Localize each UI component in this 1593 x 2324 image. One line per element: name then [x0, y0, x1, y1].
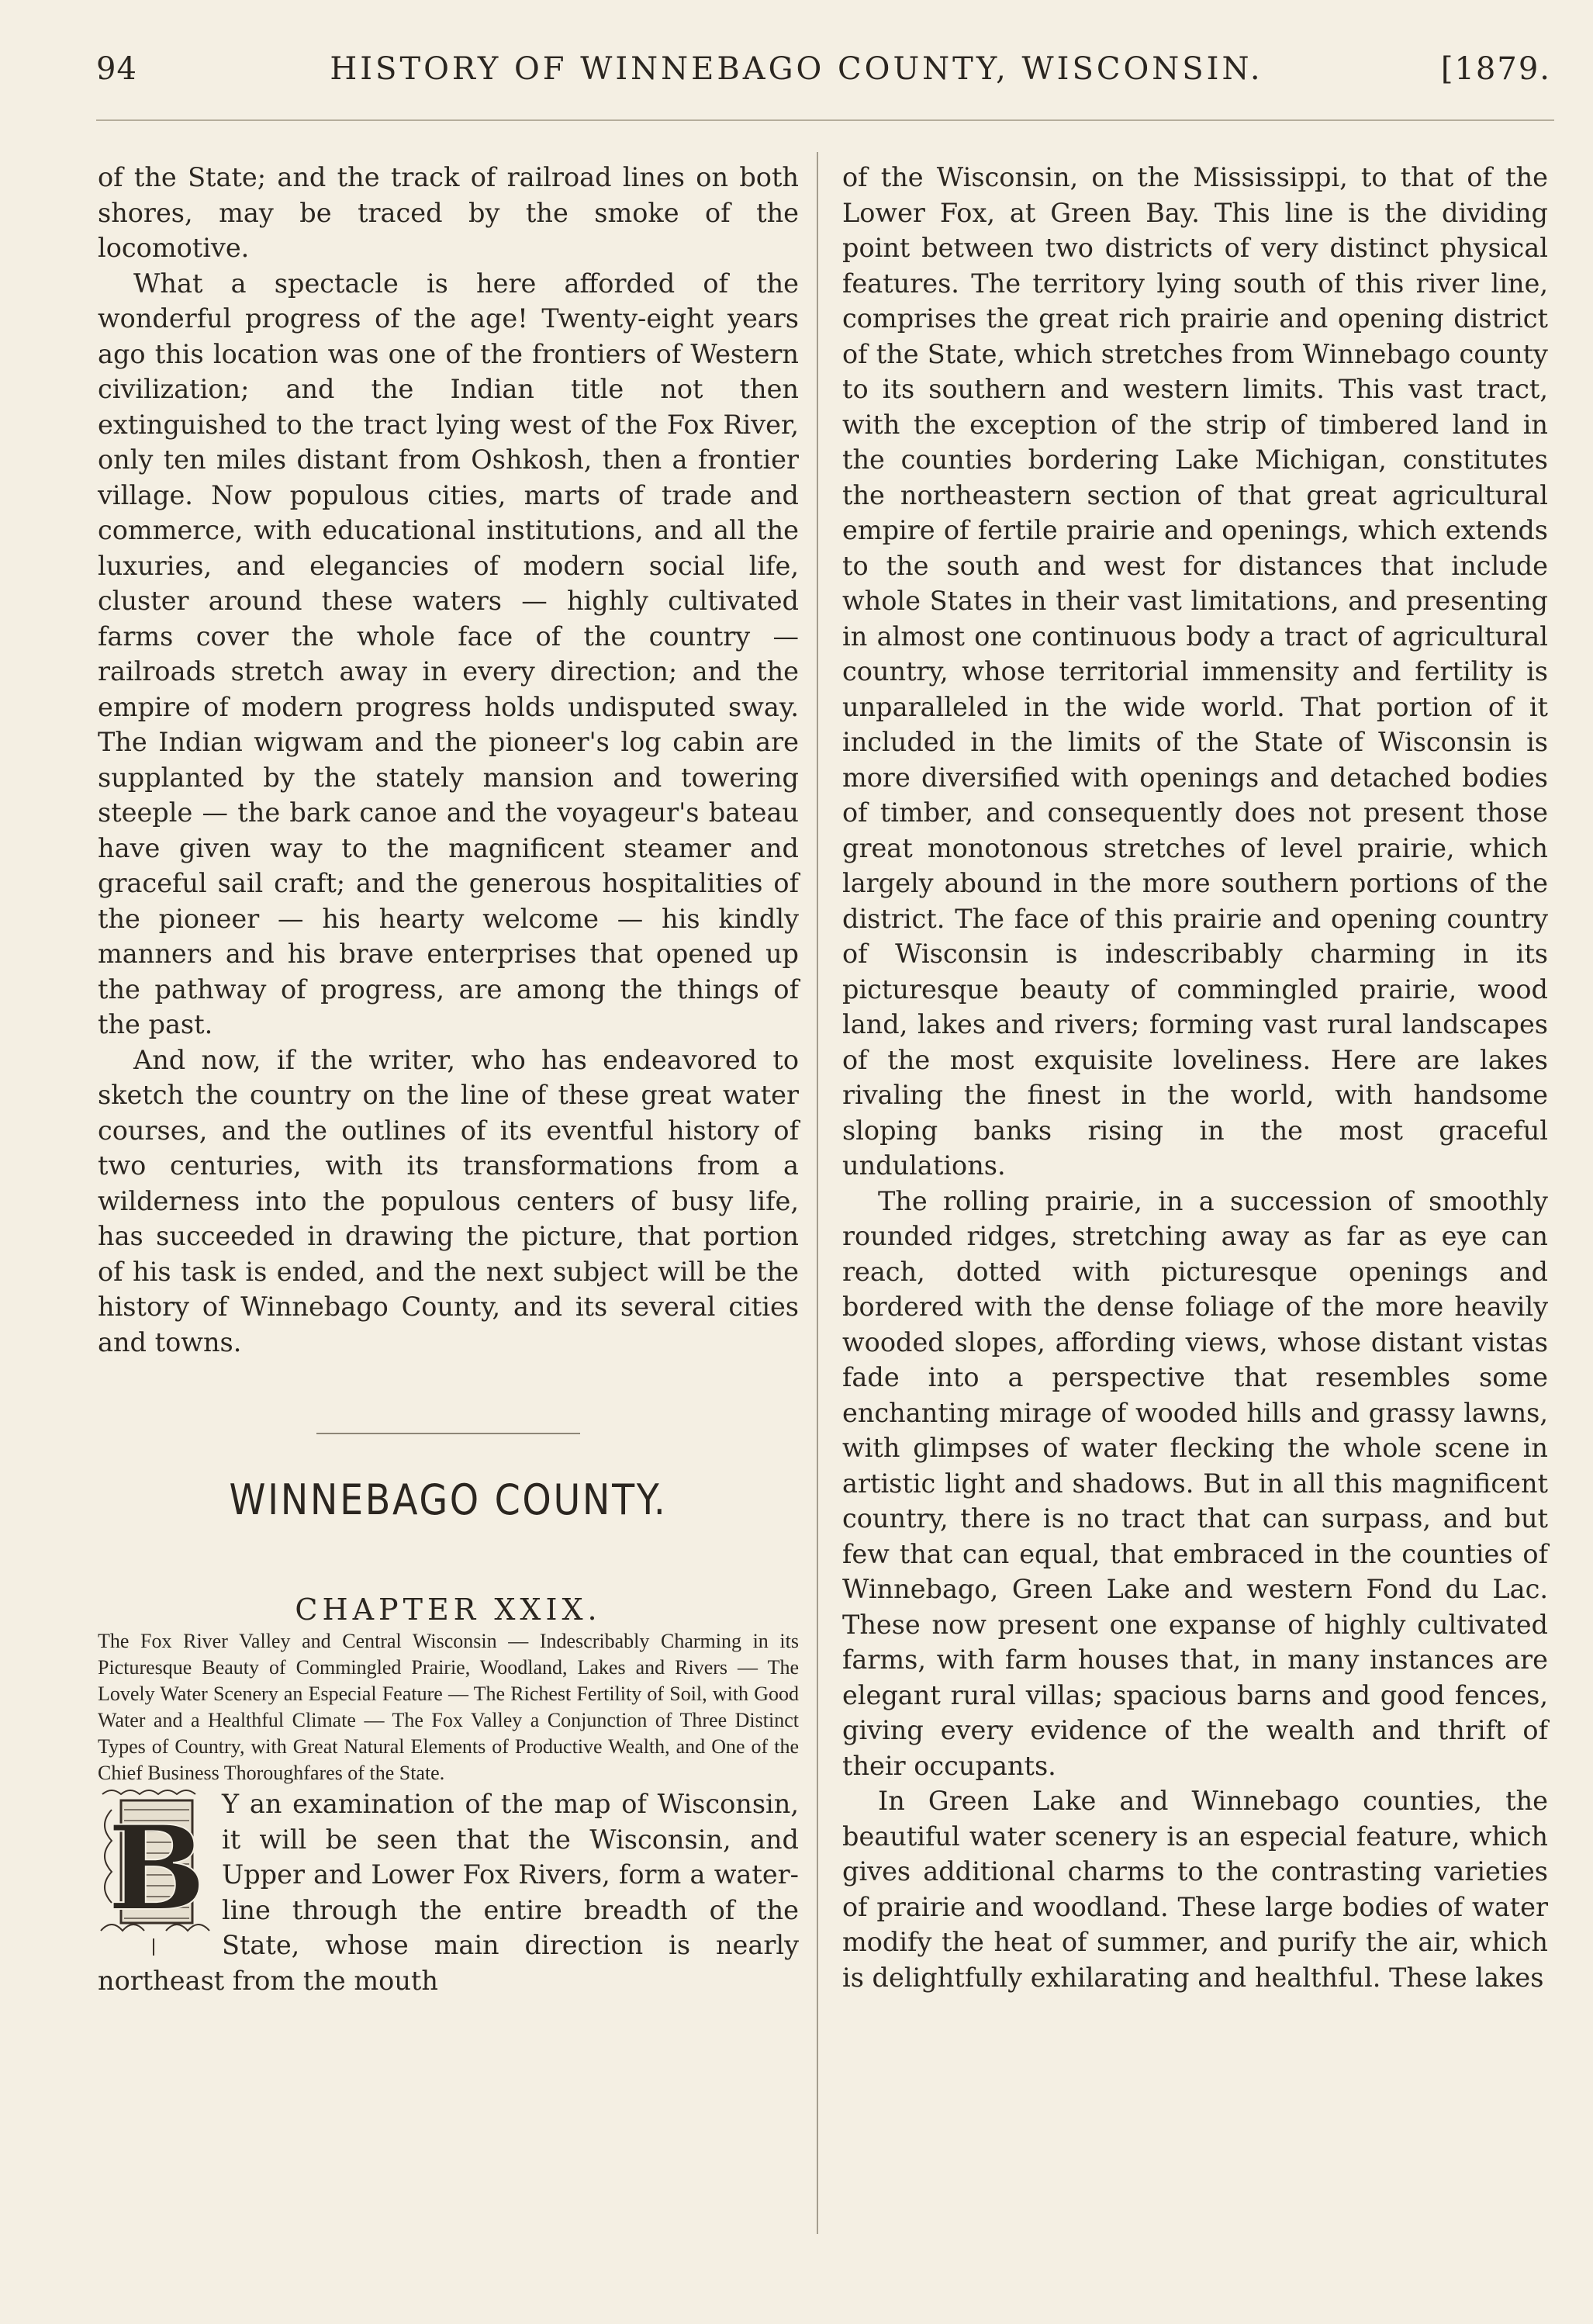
section-divider: [316, 1433, 580, 1434]
header-rule: [96, 119, 1554, 121]
paragraph: And now, if the writer, who has endeavored to sketch the country on the line of these great water courses, and the outlines of its eventful history of two centuries, with its transformations from a wilderness into the populous centers of busy life, has succeeded in drawing the picture, that portion of his task is ended, and the next subject will be the history of Winnebago County, and its several cities and towns.: [98, 1044, 799, 1357]
paragraph: In Green Lake and Winnebago counties, the beautiful water scenery is an especial feature, which gives additional charms to the contrasting varieties of prairie and woodland. These large bodies of water modify the heat of summer, and purify the air, which is delightfully exhilarating and healthful. These lakes: [842, 1786, 1548, 1993]
right-column: [842, 160, 1548, 1995]
ornamental-drop-cap: [96, 1786, 213, 1959]
paragraph: What a spectacle is here afforded of the wonderful progress of the age! Twenty-eight years ago this location was one of the frontiers of Western civilization; and the Indian title not then extinguished to the tract lying west of the Fox River, only ten miles distant from Oshkosh, then a frontier village. Now populous cities, marts of trade and commerce, with educational institutions, and all the luxuries, and elegancies of modern social life, cluster around these waters — highly cultivated farms cover the whole face of the country — railroads stretch away in every direction; and the empire of modern progress holds undisputed sway. The Indian wigwam and the pioneer's log cabin are supplanted by the stately mansion and towering steeple — the bark canoe and the voyageur's bateau have given way to the magnificent steamer and graceful sail craft; and the generous hospitalities of the pioneer — his hearty welcome — his kindly manners and his brave enterprises that opened up the pathway of progress, are among the things of the past.: [98, 268, 799, 1039]
opening-text: Y an examination of the map of Wisconsin, it will be seen that the Wisconsin, and Upper and Lower Fox Rivers, form a water-line through the entire breadth of the State, whose main direction is nearly northeast from the mouth: [98, 1789, 799, 1996]
running-title: HISTORY OF WINNEBAGO COUNTY, WISCONSIN.: [330, 51, 1263, 87]
section-title: WINNEBAGO COUNTY.: [229, 1475, 668, 1524]
chapter-opening-paragraph: [98, 1786, 799, 1998]
chapter-synopsis: The Fox River Valley and Central Wisconsin — Indescribably Charming in its Picturesque Beauty of Commingled Prairie, Woodland, Lakes and Rivers — The Lovely Water Scenery an Especial Feature — The Richest Fertility of Soil, with Good Water and a Healthful Climate — The Fox Valley a Conjunction of Three Distinct Types of Country, with Great Natural Elements of Productive Wealth, and One of the Chief Business Thoroughfares of the State.: [98, 1630, 799, 1784]
drop-cap-letter: B: [107, 1800, 206, 1937]
chapter-heading: CHAPTER XXIX.: [295, 1593, 602, 1627]
paragraph: of the Wisconsin, on the Mississippi, to that of the Lower Fox, at Green Bay. This line is the dividing point between two districts of very distinct physical features. The territory lying south of this river line, comprises the great rich prairie and opening district of the State, which stretches from Winnebago county to its southern and western limits. This vast tract, with the exception of the strip of timbered land in the counties bordering Lake Michigan, constitutes the northeastern section of that great agricultural empire of fertile prairie and openings, which extends to the south and west for distances that include whole States in their vast limitations, and presenting in almost one continuous body a tract of agricultural country, whose territorial immensity and fertility is unparalleled in the wide world. That portion of it included in the limits of the State of Wisconsin is more diversified with openings and detached bodies of timber, and consequently does not present those great monotonous stretches of level prairie, which largely abound in the more southern portions of the district. The face of this prairie and opening country of Wisconsin is indescribably charming in its picturesque beauty of commingled prairie, wood land, lakes and rivers; forming vast rural landscapes of the most exquisite loveliness. Here are lakes rivaling the finest in the world, with handsome sloping banks rising in the most graceful undulations.: [842, 162, 1548, 1181]
page-number: 94: [96, 51, 137, 87]
column-divider: [817, 152, 818, 2234]
paragraph: of the State; and the track of railroad lines on both shores, may be traced by the smoke of the locomotive.: [98, 162, 799, 263]
left-column: [98, 160, 799, 1998]
page-header: [0, 51, 1593, 98]
paragraph: The rolling prairie, in a succession of smoothly rounded ridges, stretching away as far as eye can reach, dotted with picturesque openings and bordered with the dense foliage of the more heavily wooded slopes, affording views, whose distant vistas fade into a perspective that resembles some enchanting mirage of wooded hills and grassy lawns, with glimpses of water flecking the whole scene in artistic light and shadows. But in all this magnificent country, there is no tract that can surpass, and but few that can equal, that embraced in the counties of Winnebago, Green Lake and western Fond du Lac. These now present one expanse of highly cultivated farms, with farm houses that, in many instances are elegant rural villas; spacious barns and good fences, giving every evidence of the wealth and thrift of their occupants.: [842, 1185, 1548, 1781]
year-marker: [1879.: [1440, 51, 1551, 87]
